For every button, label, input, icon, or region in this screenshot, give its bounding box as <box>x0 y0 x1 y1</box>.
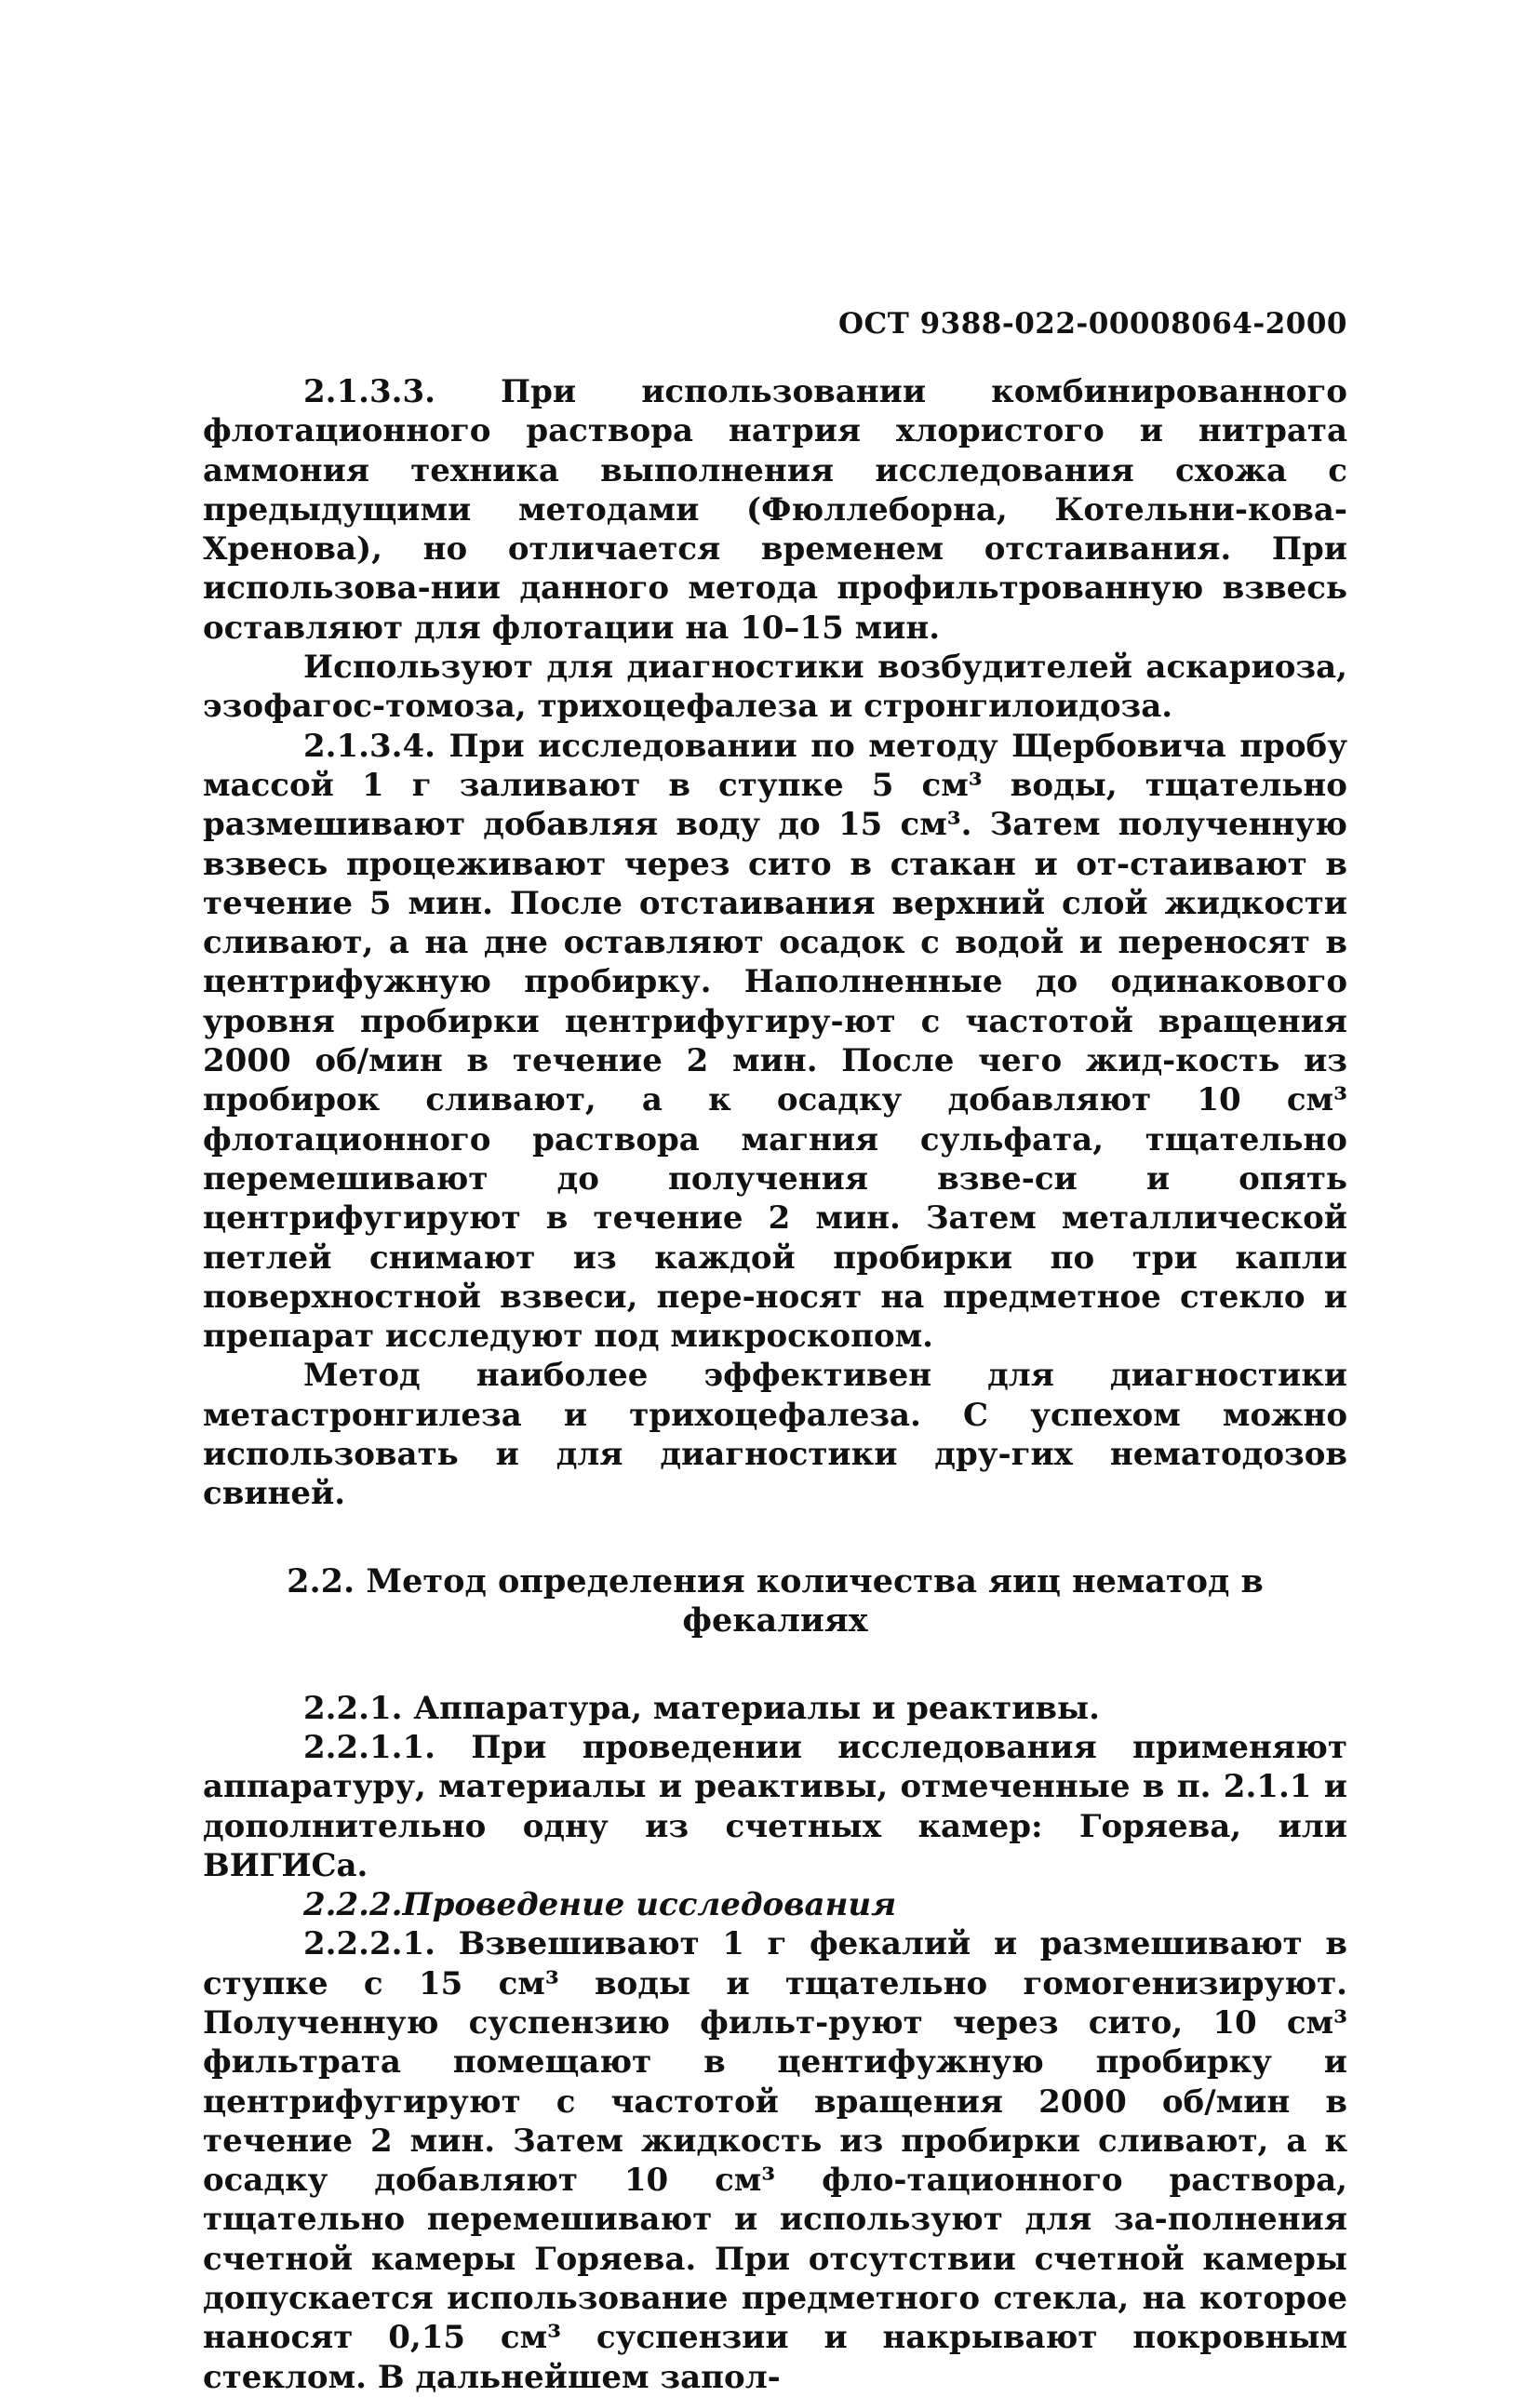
subheading-2-2-2: 2.2.2.Проведение исследования <box>303 1886 897 1924</box>
document-number: ОСТ 9388-022-00008064-2000 <box>838 307 1347 341</box>
paragraph-2-2-1-1: 2.2.1.1. При проведении исследования применяют аппаратуру, материалы и реактивы, отмеченные в п. 2.1.1 и дополнительно одну из счетных камер: Горяева, или ВИГИСа. <box>203 1728 1347 1884</box>
paragraph-2-1-3-3: 2.1.3.3. При использовании комбинированного флотационного раствора натрия хлористого и нитрата аммония техника выполнения исследования схожа с предыдущими методами (Фюллеборна, Котельни-кова-Хренова), но отличается временем отстаивания. При использова-нии данного метода профильтрованную взвесь оставляют для флотации на 10–15 мин. <box>203 373 1347 647</box>
section-heading-2-2: 2.2. Метод определения количества яиц нематод в фекалиях <box>287 1561 1264 1640</box>
paragraph-method-effectiveness: Метод наиболее эффективен для диагностики метастронгилеза и трихоцефалеза. С успехом можно использовать и для диагностики дру-гих нематодозов свиней. <box>203 1357 1347 1513</box>
paragraph-2-2-2-1: 2.2.2.1. Взвешивают 1 г фекалий и размешивают в ступке с 15 см³ воды и тщательно гомогенизируют. Полученную суспензию фильт-руют через сито, 10 см³ фильтрата помещают в центифужную пробирку и центрифугируют с частотой вращения 2000 об/мин в течение 2 мин. Затем жидкость из пробирки сливают, а к осадку добавляют 10 см³ фло-тационного раствора, тщательно перемешивают и используют для за-полнения счетной камеры Горяева. При отсутствии счетной камеры допускается использование предметного стекла, на которое наносят 0,15 см³ суспензии и накрывают покровным стеклом. В дальнейшем запол- <box>203 1925 1347 2396</box>
paragraph-2-2-1: 2.2.1. Аппаратура, материалы и реактивы. <box>303 1689 1100 1727</box>
document-page <box>203 307 1347 2397</box>
paragraph-2-1-3-4: 2.1.3.4. При исследовании по методу Щербовича пробу массой 1 г заливают в ступке 5 см³ воды, тщательно размешивают добавляя воду до 15 см³. Затем полученную взвесь процеживают через сито в стакан и от-стаивают в течение 5 мин. После отстаивания верхний слой жидкости сливают, а на дне оставляют осадок с водой и переносят в центрифужную пробирку. Наполненные до одинакового уровня пробирки центрифугиру-ют с частотой вращения 2000 об/мин в течение 2 мин. После чего жид-кость из пробирок сливают, а к осадку добавляют 10 см³ флотационного раствора магния сульфата, тщательно перемешивают до получения взве-си и опять центрифугируют в течение 2 мин. Затем металлической петлей снимают из каждой пробирки по три капли поверхностной взвеси, пере-носят на предметное стекло и препарат исследуют под микроскопом. <box>203 727 1347 1356</box>
paragraph-usage-diagnostics: Используют для диагностики возбудителей аскариоза, эзофагос-томоза, трихоцефалеза и стронгилоидоза. <box>203 649 1347 726</box>
